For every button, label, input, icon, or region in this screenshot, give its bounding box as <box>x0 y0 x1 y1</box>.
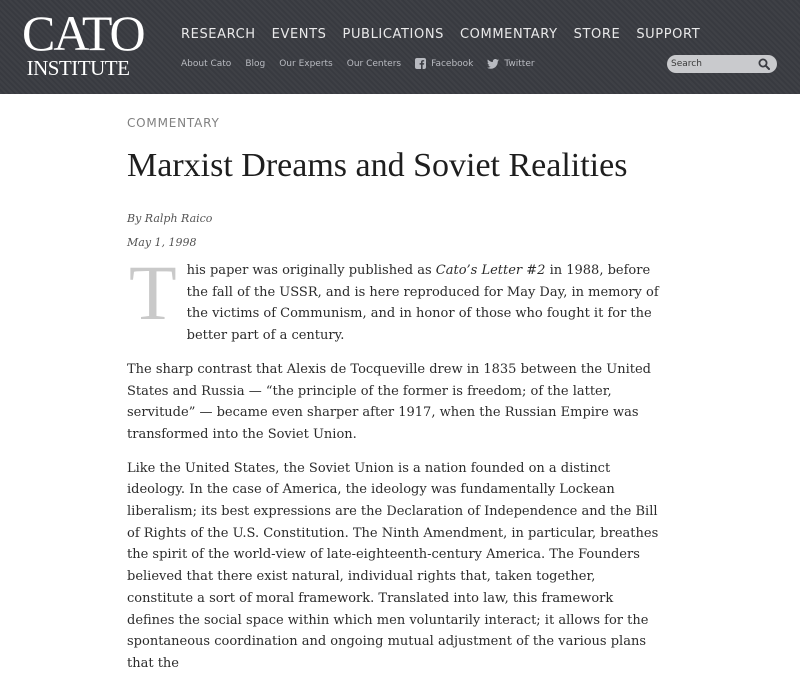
secondary-nav <box>181 58 549 69</box>
link-about-cato[interactable] <box>181 59 231 69</box>
nav-commentary[interactable]: COMMENTARY <box>460 27 558 42</box>
body-paragraph: Like the United States, the Soviet Union is a nation founded on a distinct ideology. In the case of America, the ideology was fundamentally Lockean liberalism; its best expressions are the Declaration of Independence and the Bill of Rights of the U.S. Constitution. The Ninth Amendment, in particular, breathes the spirit of the world-view of late-eighteenth-century America. The Founders believed that there exist natural, individual rights that, taken together, constitute a sort of moral framework. Translated into law, this framework defines the social space within which men voluntarily interact; it allows for the spontaneous coordination and ongoing mutual adjustment of the various plans that the <box>127 460 659 671</box>
link-blog-label: Blog <box>245 58 266 69</box>
search-input[interactable] <box>671 57 751 71</box>
article-body <box>127 249 662 675</box>
logo-wordmark: CATO <box>22 5 144 61</box>
body-paragraph: The sharp contrast that Alexis de Tocqueville drew in 1835 between the United States and Russia — “the principle of the former is freedom; of the latter, servitude” — became even sharper after 1917, when the Russian Empire was transformed into the Soviet Union. <box>127 361 651 442</box>
article <box>127 114 662 687</box>
article-byline[interactable]: By Ralph Raico <box>127 212 213 225</box>
link-our-experts-label: Our Experts <box>279 58 333 69</box>
link-twitter[interactable] <box>487 59 534 69</box>
nav-publications[interactable]: PUBLICATIONS <box>342 27 444 42</box>
search-icon[interactable] <box>758 58 770 70</box>
article-title: Marxist Dreams and Soviet Realities <box>127 147 628 184</box>
link-our-experts[interactable] <box>279 59 333 69</box>
twitter-icon <box>487 59 499 69</box>
nav-support[interactable]: SUPPORT <box>636 27 701 42</box>
link-our-centers-label: Our Centers <box>346 58 402 69</box>
link-blog[interactable] <box>245 59 265 69</box>
link-facebook[interactable] <box>415 58 473 69</box>
lead-publication-title: Cato’s Letter #2 <box>435 263 546 278</box>
main-nav <box>181 27 700 42</box>
article-category[interactable]: COMMENTARY <box>127 116 220 130</box>
article-date: May 1, 1998 <box>127 236 197 249</box>
nav-store[interactable]: STORE <box>573 27 621 42</box>
link-about-cato-label: About Cato <box>181 58 232 69</box>
cato-logo[interactable] <box>22 5 144 80</box>
nav-research[interactable]: RESEARCH <box>181 27 256 42</box>
lead-text-start: his paper was originally published as <box>186 263 436 278</box>
lead-paragraph <box>127 249 662 347</box>
facebook-icon <box>415 58 426 69</box>
lead-text-end: in 1988, before the fall of the USSR, and is here reproduced for May Day, in memory of the victims of Communism, and in honor of those who fought it for the better part of a century. <box>186 263 659 344</box>
link-our-centers[interactable] <box>347 59 401 69</box>
nav-events[interactable]: EVENTS <box>271 27 327 42</box>
link-twitter-label: Twitter <box>504 58 535 69</box>
link-facebook-label: Facebook <box>431 58 474 69</box>
site-header <box>0 0 800 94</box>
search-box <box>667 55 777 73</box>
drop-cap: T <box>129 249 177 336</box>
logo-subtitle: INSTITUTE <box>26 56 130 80</box>
